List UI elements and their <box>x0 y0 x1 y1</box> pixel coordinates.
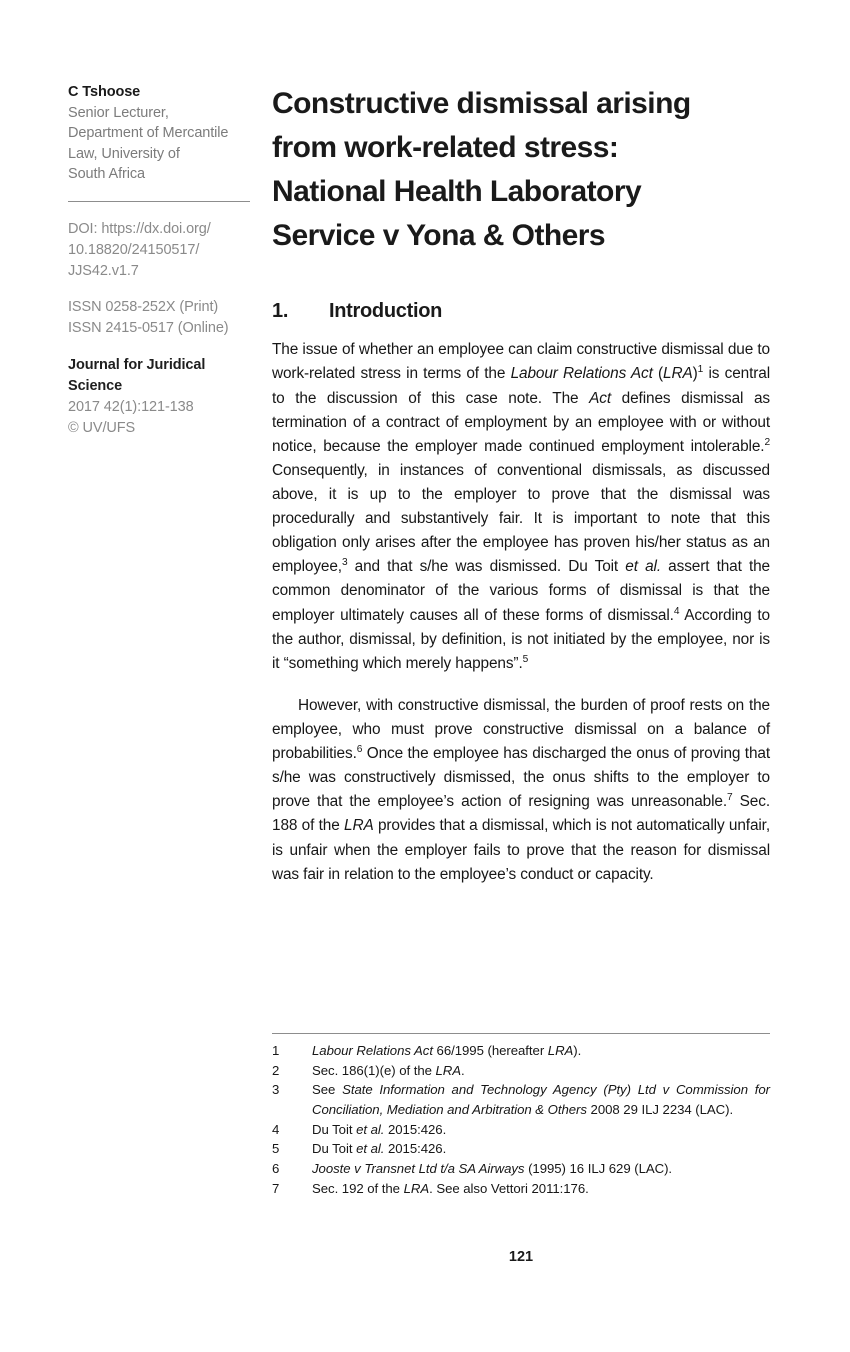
footnote-divider <box>272 1033 770 1034</box>
journal-issue-line: 2017 42(1):121-138 <box>68 399 194 415</box>
footnote-number: 5 <box>272 1141 280 1157</box>
section-heading-introduction <box>272 300 770 323</box>
footnote-number: 1 <box>272 1043 280 1058</box>
issn-block <box>68 297 252 339</box>
section-title: Introduction <box>329 300 443 323</box>
journal-title-line: Journal for Juridical <box>68 356 206 373</box>
page-number: 121 <box>508 1249 534 1265</box>
footnote-text: Du Toit et al. 2015:426. <box>312 1141 447 1157</box>
title-line: Constructive dismissal arising <box>272 87 691 120</box>
article-sidebar <box>68 82 252 439</box>
journal-block <box>68 355 252 439</box>
footnote-item <box>272 1139 770 1159</box>
footnote-text: Labour Relations Act 66/1995 (hereafter LRA). <box>312 1043 582 1058</box>
footnote-number: 6 <box>272 1161 280 1177</box>
doi-line: DOI: https://dx.doi.org/ <box>68 220 211 237</box>
footnote-item <box>272 1159 770 1179</box>
footnote-text: Du Toit et al. 2015:426. <box>312 1121 447 1137</box>
doi-block[interactable] <box>68 219 252 282</box>
footnote-item <box>272 1080 770 1119</box>
footnote-number: 3 <box>272 1082 280 1098</box>
journal-title-line: Science <box>68 377 123 394</box>
section-number: 1. <box>272 300 289 323</box>
footnote-number: 7 <box>272 1180 280 1196</box>
doi-line: 10.18820/24150517/ <box>68 241 200 258</box>
title-line: from work-related stress: <box>272 131 619 165</box>
affiliation-line: South Africa <box>68 166 145 183</box>
footnote-text: See State Information and Technology Agency (Pty) Ltd v Commission for Conciliation, Mediation and Arbitration & Others 2008 29 ILJ 2234 (LAC). <box>312 1082 770 1118</box>
footnote-text: Sec. 186(1)(e) of the LRA. <box>312 1062 465 1078</box>
affiliation-line: Department of Mercantile <box>68 125 229 142</box>
author-affiliation <box>68 103 252 185</box>
footnote-number: 2 <box>272 1062 280 1078</box>
footnotes-section <box>272 1033 770 1198</box>
doi-line: JJS42.v1.7 <box>68 262 139 279</box>
footnote-text: Sec. 192 of the LRA. See also Vettori 2011:176. <box>312 1180 589 1196</box>
page-title <box>272 82 770 258</box>
footnote-number: 4 <box>272 1121 280 1137</box>
affiliation-line: Senior Lecturer, <box>68 104 169 121</box>
issn-print: ISSN 0258-252X (Print) <box>68 298 219 315</box>
title-line: National Health Laboratory <box>272 175 642 209</box>
footnote-list <box>272 1041 770 1198</box>
issn-online: ISSN 2415-0517 (Online) <box>68 319 229 336</box>
footnote-item <box>272 1120 770 1140</box>
sidebar-divider <box>68 201 250 202</box>
body-paragraph-2: However, with constructive dismissal, the burden of proof rests on the employee, who must prove constructive dismissal on a balance of probabilities.$^6$ Once the employee has discharged the onus of proving that s/he was constructively dismissed, the onus shifts to the employer to prove that the employee’s action of resigning was unreasonable.$^7$ Sec. 188 of the LRA provides that a dismissal, which is not automatically unfair, is unfair when the employer fails to prove that the reason for dismissal was fair in relation to the employee’s conduct or capacity. <box>272 696 770 883</box>
footnote-item <box>272 1041 770 1061</box>
author-name: C Tshoose <box>68 84 141 100</box>
affiliation-line: Law, University of <box>68 145 180 162</box>
title-line: Service v Yona & Others <box>272 219 606 253</box>
footnote-item <box>272 1179 770 1199</box>
article-main-column <box>272 82 770 887</box>
footnote-text: Jooste v Transnet Ltd t/a SA Airways (1995) 16 ILJ 629 (LAC). <box>312 1161 673 1177</box>
journal-copyright-line: © UV/UFS <box>68 420 136 437</box>
body-paragraph-1: The issue of whether an employee can claim constructive dismissal due to work-related stress in terms of the Labour Relations Act (LRA)$^1$ is central to the discussion of this case note. The Act defines dismissal as termination of a contract of employment by an employee with or without notice, because the employer made continued employment intolerable.$^2$ Consequently, in instances of conventional dismissals, as discussed above, it is up to the employer to prove that the dismissal was procedurally and substantively fair. It is important to note that this obligation only arises after the employee has proven his/her status as an employee,$^3$ and that s/he was dismissed. Du Toit et al. assert that the common denominator of the various forms of dismissal is that the employer ultimately causes all of these forms of dismissal.$^4$ According to the author, dismissal, by definition, is not initiated by the employee, nor is it “something which merely happens”.$^5$ <box>272 341 770 672</box>
footnote-item <box>272 1061 770 1081</box>
